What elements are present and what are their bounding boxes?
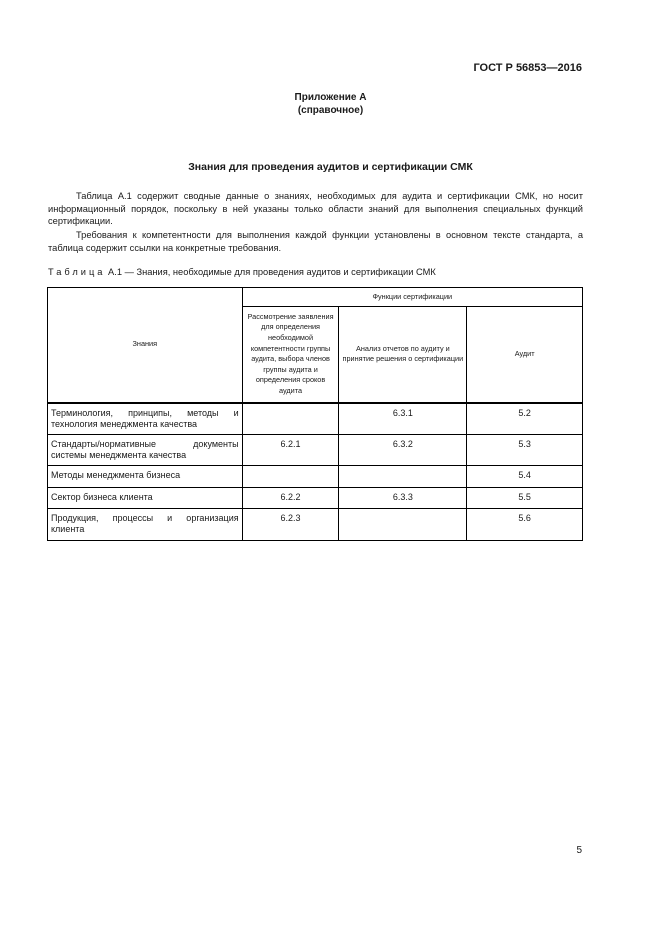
appendix-type: (справочное) <box>297 105 364 116</box>
section-heading: Знания для проведения аудитов и сертификации СМК <box>188 161 473 173</box>
page-number: 5 <box>576 845 582 856</box>
knowledge-cell: Сектор бизнеса клиента <box>48 488 243 509</box>
audit-cell: 5.4 <box>467 466 583 488</box>
col-audit-header: Аудит <box>467 307 583 403</box>
table-row <box>48 509 583 541</box>
analysis-cell <box>339 509 467 541</box>
review-cell: 6.2.2 <box>242 488 339 509</box>
table-row <box>48 488 583 509</box>
knowledge-cell: Стандарты/нормативные документы системы менеджмента качества <box>48 435 243 466</box>
review-cell: 6.2.3 <box>242 509 339 541</box>
audit-cell: 5.2 <box>467 403 583 435</box>
table-caption-label: Таблица <box>48 267 106 277</box>
analysis-cell <box>339 466 467 488</box>
audit-cell: 5.6 <box>467 509 583 541</box>
paragraph-2-text: Требования к компетентности для выполнения каждой функции установлены в основном тексте стандарта, а таблица содержит ссылки на конкретные требования. <box>48 230 583 253</box>
paragraph-2 <box>48 229 583 254</box>
analysis-cell: 6.3.1 <box>339 403 467 435</box>
table-row <box>48 435 583 466</box>
standard-designation: ГОСТ Р 56853—2016 <box>473 62 582 74</box>
review-cell <box>242 466 339 488</box>
appendix-title: Приложение А <box>294 92 367 103</box>
paragraph-1 <box>48 190 583 228</box>
paragraph-1-text: Таблица А.1 содержит сводные данные о знаниях, необходимых для аудита и сертификации СМК, но носит информационный порядок, поскольку в ней указаны только области знаний для выполнения специальных функций сертификации. <box>48 191 583 227</box>
col-knowledge-header: Знания <box>48 288 243 403</box>
table-row <box>48 403 583 435</box>
analysis-cell: 6.3.3 <box>339 488 467 509</box>
review-cell <box>242 403 339 435</box>
analysis-cell: 6.3.2 <box>339 435 467 466</box>
appendix-header <box>0 91 661 117</box>
knowledge-cell: Терминология, принципы, методы и технология менеджмента качества <box>48 403 243 435</box>
table-caption <box>48 267 436 277</box>
certification-functions-header: Функции сертификации <box>242 288 582 307</box>
col-review-header: Рассмотрение заявления для определения необходимой компетентности группы аудита, выбора членов группы аудита и определения сроков аудита <box>242 307 339 403</box>
col-analysis-header: Анализ отчетов по аудиту и принятие решения о сертификации <box>339 307 467 403</box>
knowledge-table <box>47 287 583 541</box>
audit-cell: 5.5 <box>467 488 583 509</box>
review-cell: 6.2.1 <box>242 435 339 466</box>
knowledge-cell: Методы менеджмента бизнеса <box>48 466 243 488</box>
table-caption-text: А.1 — Знания, необходимые для проведения аудитов и сертификации СМК <box>108 267 436 277</box>
table-row <box>48 466 583 488</box>
knowledge-cell: Продукция, процессы и организация клиента <box>48 509 243 541</box>
audit-cell: 5.3 <box>467 435 583 466</box>
